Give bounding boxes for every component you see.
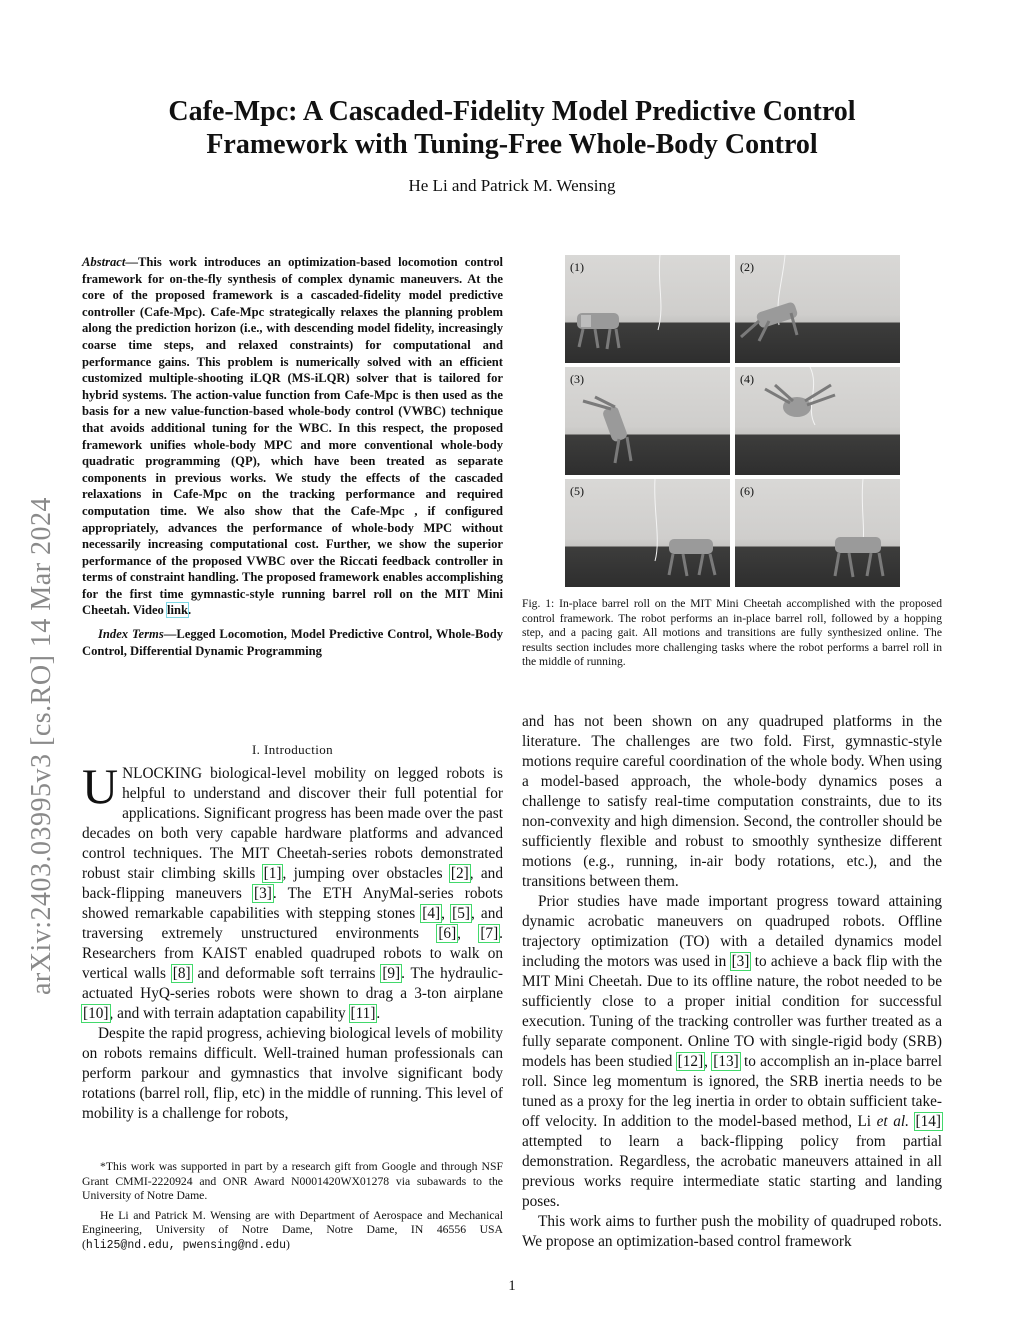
intro-right-column — [522, 712, 942, 1252]
text: ) — [286, 1237, 290, 1251]
footnote-funding: *This work was supported in part by a research gift from Google and through NSF Grant CMMI-2220924 and ONR Award N0001420WX01278 via subawards to the University of Notre Dame. — [82, 1160, 503, 1203]
citation-link[interactable]: [13] — [713, 1053, 739, 1070]
text — [909, 1113, 915, 1130]
abstract — [82, 254, 503, 619]
footnote-affiliation — [82, 1209, 503, 1254]
right-paragraph-3: This work aims to further push the mobility of quadruped robots. We propose an optimization-based control framework — [522, 1213, 942, 1250]
text: . Researchers from KAIST enabled quadruped robots to walk on vertical walls — [82, 925, 503, 982]
text: , and back-flipping maneuvers — [82, 865, 503, 902]
text: , — [704, 1053, 713, 1070]
panel-label: (4) — [740, 372, 754, 386]
citation-link[interactable]: [12] — [677, 1053, 704, 1070]
citation-link[interactable]: [9] — [382, 965, 401, 982]
text: . — [376, 1005, 381, 1022]
citation-link[interactable]: [6] — [438, 925, 457, 942]
citation-link[interactable]: [5] — [452, 905, 470, 922]
citation-link[interactable]: [3] — [731, 953, 750, 970]
intro-paragraph-1 — [82, 758, 503, 1024]
author-emails: hli25@nd.edu, pwensing@nd.edu — [85, 1238, 287, 1252]
intro-left-column — [82, 758, 503, 1124]
text: NLOCKING biological-level mobility on legged robots is helpful to understand and discover their full potential for applications. Significant progress has been made over the past decades on both very capable hardware platforms and advanced control techniques. The MIT Cheetah-series robots demonstrated robust stair climbing skills — [82, 765, 503, 882]
panel-label: (2) — [740, 260, 754, 274]
robot-photo — [565, 367, 730, 475]
page-number: 1 — [508, 1278, 516, 1294]
figure-panel — [735, 255, 900, 363]
citation-link[interactable]: [10] — [83, 1005, 109, 1022]
right-paragraph-1: and has not been shown on any quadruped platforms in the literature. The challenges are two fold. First, gymnastic-style motions require careful coordination of the whole body. When using a model-based approach, the whole-body dynamics poses a challenge to satisfy real-time computation constraints, due to its non-convexity and high dimension. Second, the controller should be sufficiently flexible and robust to smoothly synthesize different motions (e.g., running, in-air body rotations, etc.), and the transitions between them. — [522, 713, 942, 890]
citation-link[interactable]: [14] — [915, 1113, 941, 1130]
dropcap: U — [82, 758, 119, 814]
text: He Li and Patrick M. Wensing are with Department of Aerospace and Mechanical Engineering, University of Notre Dame, Notre Dame, IN 46556 USA ( — [82, 1208, 503, 1251]
index-terms — [82, 626, 503, 659]
title-line-1: Cafe-Mpc: A Cascaded-Fidelity Model Predictive Control — [168, 96, 856, 127]
citation-link[interactable]: [8] — [172, 965, 191, 982]
text: , and traversing extremely unstructured environments — [82, 905, 503, 942]
footnotes — [82, 1160, 503, 1259]
video-link[interactable]: link — [167, 603, 189, 618]
authors: He Li and Patrick M. Wensing — [408, 176, 616, 195]
citation-link[interactable]: [1] — [263, 865, 282, 882]
citation-link[interactable]: [2] — [450, 865, 469, 882]
figure-panel — [735, 479, 900, 587]
arxiv-watermark: arXiv:2403.03995v3 [cs.RO] 14 Mar 2024 — [26, 496, 57, 995]
index-terms-label: Index Terms — [98, 627, 164, 642]
citation-link[interactable]: [11] — [350, 1005, 376, 1022]
robot-photo — [735, 479, 900, 587]
panel-label: (6) — [740, 484, 754, 498]
abstract-block — [82, 254, 503, 659]
intro-paragraph-2: Despite the rapid progress, achieving biological levels of mobility on robots remains difficult. Well-trained human professionals can perform parkour and gymnastics that involve significant body rotations (barrel roll, flip, etc) in the middle of running. This level of mobility is a challenge for robots, — [82, 1025, 503, 1122]
figure-panel — [735, 367, 900, 475]
citation-link[interactable]: [3] — [254, 885, 272, 902]
figure-panel — [565, 479, 730, 587]
text: , — [441, 905, 452, 922]
abstract-end: . — [188, 603, 192, 618]
text: , jumping over obstacles — [282, 865, 450, 882]
index-terms-text: —Legged Locomotion, Model Predictive Control, Whole-Body Control, Differential Dynamic Programming — [82, 627, 503, 658]
paper-title — [100, 95, 924, 161]
robot-photo — [735, 367, 900, 475]
abstract-text: —This work introduces an optimization-based locomotion control framework for on-the-fly synthesis of complex dynamic maneuvers. At the core of the proposed framework is a cascaded-fidelity model predictive controller (Cafe-Mpc). Cafe-Mpc strategically relaxes the planning problem along the prediction horizon (i.e., with descending model fidelity, increasingly coarse time steps, and relaxed constraints) for computational and performance gains. This problem is numerically solved with an efficient customized multiple-shooting iLQR (MS-iLQR) solver that is tailored for hybrid systems. The action-value function from Cafe-Mpc is then used as the basis for a new value-function-based whole-body control (VWBC) technique that avoids additional tuning for the WBC. In this respect, the proposed framework unifies whole-body MPC and more conventional whole-body quadratic programming (QP), which have been treated as separate components in previous works. We study the effects of the cascaded relaxations in Cafe-Mpc on the tracking performance and required computation time. We also show that the Cafe-Mpc , if configured appropriately, advances the performance of whole-body MPC without necessarily increasing computational cost. Further, we show the superior performance of the proposed VWBC over the Riccati feedback controller in terms of constraint handling. The proposed framework enables accomplishing for the first time gymnastic-style running barrel roll on the MIT Mini Cheetah. Video — [82, 255, 503, 618]
citation-link[interactable]: [7] — [480, 925, 499, 942]
text: to accomplish an in-place barrel roll. Since leg momentum is ignored, the SRB inertia needs to be tuned as a proxy for the leg inertia in order to obtain sufficient take-off velocity. In addition to the model-based method, Li — [522, 1053, 942, 1130]
right-paragraph-2 — [522, 892, 942, 1212]
panel-label: (5) — [570, 484, 584, 498]
citation-link[interactable]: [4] — [422, 905, 441, 922]
robot-photo — [735, 255, 900, 363]
title-line-2: Framework with Tuning-Free Whole-Body Control — [206, 129, 818, 160]
text: to achieve a back flip with the MIT Mini Cheetah. Due to its offline nature, the robot needed to be sufficiently close to a proper initial condition for successful execution. Tuning of the tracking controller was further treated as a fully separate component. Online TO with single-rigid body (SRB) models has been studied — [522, 953, 942, 1070]
et-al: et al. — [876, 1113, 909, 1130]
text: attempted to learn a back-flipping policy from partial demonstration. Regardless, the acrobatic maneuvers attained in all previous works require intermediate static starting and landing poses. — [522, 1133, 942, 1210]
figure-panel — [565, 255, 730, 363]
text: Prior studies have made important progress toward attaining dynamic acrobatic maneuvers on quadruped robots. Offline trajectory optimization (TO) with a detailed dynamics model including the motors was used in — [522, 893, 942, 970]
text: . The ETH AnyMal-series robots showed remarkable capabilities with stepping stones — [82, 885, 503, 922]
panel-label: (3) — [570, 372, 584, 386]
figure-panel — [565, 367, 730, 475]
text: , — [457, 925, 480, 942]
figure-1 — [565, 255, 900, 585]
section-heading: I. Introduction — [251, 742, 334, 757]
abstract-label: Abstract — [82, 255, 126, 269]
robot-photo — [565, 479, 730, 587]
robot-photo — [565, 255, 730, 363]
figure-caption: Fig. 1: In-place barrel roll on the MIT Mini Cheetah accomplished with the proposed control framework. The robot performs an in-place barrel roll, followed by a hopping step, and a pacing gait. All motions and transitions are fully synthesized online. The results section includes more challenging tasks where the robot performs a barrel roll in the middle of running. — [522, 597, 942, 669]
panel-label: (1) — [570, 260, 584, 274]
text: , and with terrain adaptation capability — [109, 1005, 350, 1022]
text: . The hydraulic-actuated HyQ-series robots were shown to drag a 3-ton airplane — [82, 965, 503, 1002]
text: and deformable soft terrains — [191, 965, 382, 982]
